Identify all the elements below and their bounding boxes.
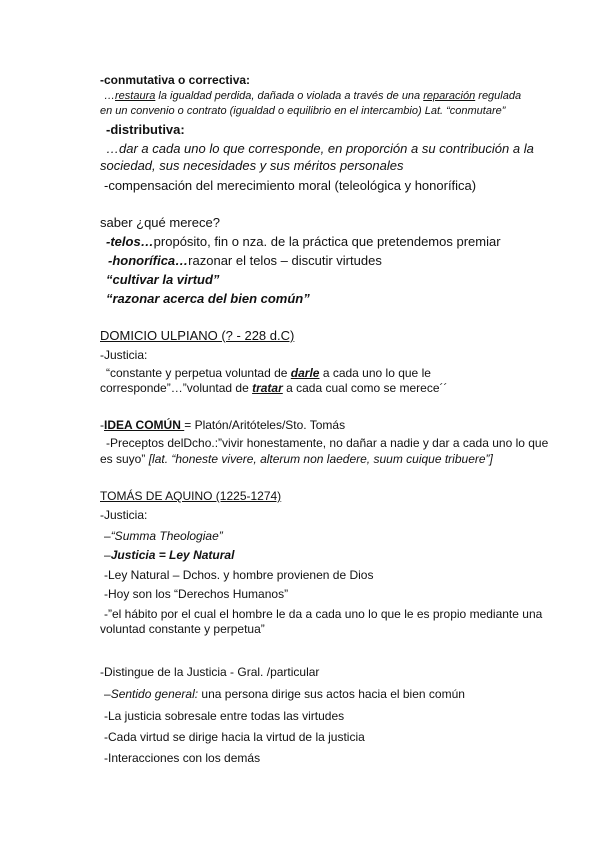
cultivar-line: “cultivar la virtud”: [106, 272, 220, 287]
distingue-line-1: [104, 687, 524, 702]
idea-comun-term: IDEA COMÚN: [104, 418, 185, 432]
reparacion-word: reparación: [423, 90, 476, 102]
conmutativa-text-b: regulada: [475, 90, 522, 102]
distingue-line-4: -Interacciones con los demás: [104, 751, 261, 765]
ley-natural-term: Justicia = Ley Natural: [110, 548, 235, 562]
distingue-heading: -Distingue de la Justicia - Gral. /particular: [100, 665, 320, 679]
tomas-line-1: -Ley Natural – Dchos. y hombre provienen de Dios: [104, 568, 374, 582]
darle-word: darle: [290, 366, 320, 380]
ulpiano-quote-2-a: corresponde”…”voluntad de: [100, 381, 253, 395]
saber-line: saber ¿qué merece?: [100, 215, 220, 230]
idea-dash: -: [100, 418, 104, 432]
ulpiano-quote-1: [106, 366, 526, 381]
tomas-justicia: -Justicia:: [100, 508, 148, 522]
conmutativa-text-a: la igualdad perdida, dañada o violada a través de una: [155, 90, 424, 102]
razonar-line: “razonar acerca del bien común”: [106, 291, 310, 306]
tomas-line-3: -”el hábito por el cual el hombre le da a cada uno lo que le es propio mediante una: [104, 607, 543, 621]
honorifica-term: -honorífica…: [108, 253, 189, 268]
summa-dash: –: [104, 529, 111, 543]
ulpiano-quote-1-c: a cada uno lo que le: [319, 366, 431, 380]
honorifica-text: razonar el telos – discutir virtudes: [188, 253, 382, 268]
conmutativa-line-1: [104, 89, 524, 104]
telos-line: [106, 233, 526, 251]
ulpiano-justicia: -Justicia:: [100, 348, 148, 362]
idea-comun-line: [100, 418, 520, 433]
distributiva-label: -distributiva:: [106, 122, 185, 137]
preceptos-line-1: -Preceptos delDcho.:”vivir honestamente, no dañar a nadie y dar a cada uno lo que: [106, 436, 549, 450]
distributiva-line-1: …dar a cada uno lo que corresponde, en proporción a su contribución a la: [106, 141, 534, 156]
compensacion-line: -compensación del merecimiento moral (teleológica y honorífica): [104, 178, 477, 193]
telos-text: propósito, fin o nza. de la práctica que pretendemos premiar: [153, 234, 501, 249]
honorifica-line: [108, 252, 528, 270]
telos-term: -telos…: [106, 234, 154, 249]
tomas-line-4: voluntad constante y perpetua”: [100, 622, 265, 636]
ley-natural-line: [104, 548, 524, 563]
summa-title: “Summa Theologiae”: [110, 529, 223, 543]
preceptos-line-2: [100, 452, 520, 467]
preceptos-latin: [lat. “honeste vivere, alterum non laedere, suum cuique tribuere”]: [148, 452, 493, 466]
distingue-line-3: -Cada virtud se dirige hacia la virtud de la justicia: [104, 730, 365, 744]
idea-comun-text: = Platón/Aritóteles/Sto. Tomás: [184, 418, 346, 432]
ulpiano-quote-2-c: a cada cual como se merece´´: [282, 381, 448, 395]
ellipsis: …: [104, 90, 115, 102]
sentido-general-term: Sentido general:: [110, 687, 199, 701]
distingue-line-1-text: una persona dirige sus actos hacia el bien común: [198, 687, 465, 701]
tomas-line-2: -Hoy son los “Derechos Humanos”: [104, 587, 289, 601]
conmutativa-line-2: en un convenio o contrato (igualdad o equilibrio en el intercambio) Lat. “conmutare”: [100, 105, 506, 117]
tomas-heading: TOMÁS DE AQUINO (1225-1274): [100, 489, 282, 503]
distingue-line-2: -La justicia sobresale entre todas las virtudes: [104, 709, 345, 723]
distributiva-line-2: sociedad, sus necesidades y sus méritos personales: [100, 158, 404, 173]
ley-dash: –: [104, 548, 111, 562]
preceptos-suyo: es suyo”: [100, 452, 149, 466]
ulpiano-quote-2: [100, 381, 520, 396]
restaura-word: restaura: [115, 90, 156, 102]
ulpiano-quote-1-a: “constante y perpetua voluntad de: [106, 366, 291, 380]
summa-line: [104, 529, 524, 544]
conmutativa-label: -conmutativa o correctiva:: [100, 73, 251, 87]
distingue-dash: –: [104, 687, 111, 701]
tratar-word: tratar: [252, 381, 283, 395]
ulpiano-heading: DOMICIO ULPIANO (? - 228 d.C): [100, 328, 295, 343]
